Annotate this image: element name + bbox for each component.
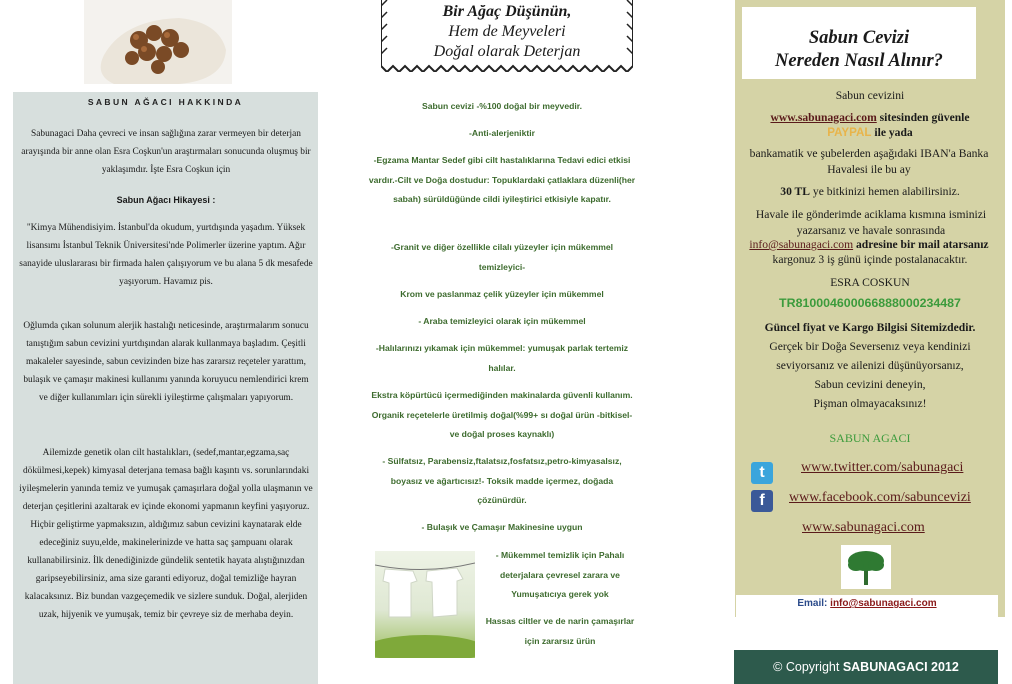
copyright-brand: SABUNAGACI 2012 bbox=[842, 660, 959, 674]
feature-item: - Araba temizleyici olarak için mükemmel bbox=[418, 316, 586, 326]
slogan-line-3: Doğal olarak Deterjan bbox=[433, 43, 581, 60]
story-subheading: Sabun Ağacı Hikayesi : bbox=[116, 195, 216, 205]
email-link[interactable]: info@sabunagaci.com bbox=[830, 598, 937, 609]
closing-line-2: seviyorsanız ve ailenizi düşünüyorsanız, bbox=[776, 359, 964, 372]
feature-item: - Bulaşık ve Çamaşır Makinesine uygun bbox=[421, 522, 583, 532]
about-heading: SABUN AĞACI HAKKINDA bbox=[87, 97, 244, 107]
feature-item: Krom ve paslanmaz çelik yüzeyler için mükemmel bbox=[400, 289, 604, 299]
twitter-link[interactable]: www.twitter.com/sabunagaci bbox=[801, 460, 964, 475]
feature-item: Sabun cevizi -%100 doğal bir meyvedir. bbox=[422, 101, 582, 111]
closing-line-3: Sabun cevizini deneyin, bbox=[814, 378, 926, 391]
contact-person: ESRA COSKUN bbox=[830, 276, 910, 289]
shipping-note: kargonuz 3 iş günü içinde postalanacaktır. bbox=[772, 253, 968, 266]
info-email-link[interactable]: info@sabunagaci.com bbox=[749, 238, 854, 251]
website-link[interactable]: www.sabunagaci.com bbox=[802, 520, 925, 535]
brand-name: SABUN AGACI bbox=[829, 431, 911, 445]
twitter-icon[interactable]: t bbox=[751, 462, 773, 484]
purchase-text-3: PAYPAL ile yada bbox=[827, 126, 913, 139]
slogan-line-1: Bir Ağaç Düşünün, bbox=[442, 3, 572, 20]
purchase-text-2: www.sabunagaci.com sitesinden güvenle bbox=[770, 111, 970, 124]
feature-item: -Granit ve diğer özellikle cilalı yüzeyler için mükemmel temizleyici- bbox=[390, 242, 614, 272]
purchase-title-line-1: Sabun Cevizi bbox=[808, 28, 910, 48]
facebook-icon[interactable]: f bbox=[751, 490, 773, 512]
laundry-image bbox=[375, 551, 475, 658]
feature-item: -Anti-alerjeniktir bbox=[469, 128, 535, 138]
transfer-note: Havale ile gönderimde aciklama kısmına isminizi yazarsanız ve havale sonrasında bbox=[755, 208, 987, 237]
feature-item: Ekstra köpürtücü içermediğinden makinalarda güvenli kullanım. Organik reçetelerle üretilmiş doğal(%99+ sı doğal ürün -bitkisel- ve doğal proses kaynaklı) bbox=[371, 390, 633, 439]
iban-number: TR810004600066888000234487 bbox=[779, 296, 961, 310]
purchase-title-box bbox=[742, 7, 976, 79]
facebook-link[interactable]: www.facebook.com/sabuncevizi bbox=[789, 490, 971, 505]
tree-logo-icon bbox=[841, 545, 891, 589]
story-paragraph-3: Ailemizde genetik olan cilt hastalıkları, (sedef,mantar,egzama,saç dökülmesi,kepek) kimyasal deterjana temasa bağlı kaşıntı vs. sorunlarındaki iyileşmelerin yanında temiz ve yumuşak çamaşırlara doğal yolla ulaşmanın ve deterjan çeşitlerini azaltarak ev içinde ekonomi yapmanın keyfini yaşıyoruz. Hiçbir geliştirme yapmaksızın, aldığımız sabun cevizini kaynatarak elde edeceğiniz suyu,elde, makinelerinizde ve hatta saç şampuanı olarak kullanabilirsiniz. İlk denediğinizde gündelik sentetik hayata alıştığınızdan garipseyebilirsiniz, ama size garanti ediyoruz, doğal temizliğe hayran kalacaksınız. Biz bundan vazgeçemedik ve sizlere sunduk. Doğal, alerjiden uzak, hijyenik ve yumuşak, temiz bir çevreye siz de merhaba deyin. bbox=[19, 448, 313, 620]
slogan-line-2: Hem de Meyveleri bbox=[448, 23, 566, 40]
feature-item: - Mükemmel temizlik için Pahalı deterjalara çevresel zarara ve Yumuşatıcıya gerek yok bbox=[495, 550, 625, 599]
soapnut-bag-image bbox=[84, 0, 232, 84]
purchase-text-4: bankamatik ve şubelerden aşağıdaki IBAN'a Banka Havalesi ile bu ay bbox=[749, 147, 989, 176]
closing-line-1: Gerçek bir Doğa Seversenız veya kendinizi bbox=[769, 340, 971, 353]
story-paragraph-2: Oğlumda çıkan solunum alerjik hastalığı neticesinde, araştırmalarım sonucu tanıştığım sabun cevizini yurtdışından alarak kullanmaya başladım. Çeşitli makaleler sayesinde, sabun cevizinden bize has zararsız reçeteler yarattım, bulaşık ve çamaşır makinesi kullanımı yanında koruyucu nemlendirici krem ve diğer kullanımları için sürekli iyileştirme çalışmaları yapıyorum. bbox=[23, 321, 309, 403]
slogan-banner bbox=[381, 0, 633, 72]
purchase-title-line-2: Nereden Nasıl Alınır? bbox=[775, 51, 943, 71]
closing-line-4: Pişman olmayacaksınız! bbox=[813, 397, 927, 410]
feature-item: -Halılarınızı yıkamak için mükemmel: yumuşak parlak tertemiz halılar. bbox=[375, 343, 629, 373]
feature-item: Hassas ciltler ve de narin çamaşırlar için zararsız ürün bbox=[485, 616, 635, 646]
email-label: Email: bbox=[797, 598, 828, 609]
about-intro: Sabunagaci Daha çevreci ve insan sağlığına zarar vermeyen bir deterjan arayışında bir anne olan Esra Coşkun'un araştırmaları sonucunda oluşmuş bir yaklaşımdır. İşte Esra Coşkun için bbox=[21, 129, 311, 175]
price-line: 30 TL ye bitkinizi hemen alabilirsiniz. bbox=[780, 185, 960, 198]
email-footer bbox=[736, 595, 998, 617]
website-link-inline[interactable]: www.sabunagaci.com bbox=[770, 111, 877, 124]
price-info-note: Güncel fiyat ve Kargo Bilgisi Sitemizdedir. bbox=[764, 321, 976, 334]
about-panel bbox=[13, 92, 318, 684]
feature-item: -Egzama Mantar Sedef gibi cilt hastalıklarına Tedavi edici etkisi vardır.-Cilt ve Doğa dostudur: Topuklardaki çatlaklara düzenli(her sabah) sürüldüğünde cildi iyileştirici etkisiyle kapatır. bbox=[368, 155, 636, 204]
purchase-text-1: Sabun cevizini bbox=[835, 89, 905, 102]
story-paragraph-1: "Kimya Mühendisiyim. İstanbul'da okudum, yurtdışında yaşadım. Yüksek lisansımı İstanbul Teknik Üniversitesi'nde Polimerler üzerine yaptım. Ağır sanayide uluslararası bir firmada halen çalışıyorum ve bu alana 5 dk mesafede yaşıyorum. Havamız pis. bbox=[19, 223, 313, 287]
feature-item: - Sülfatsız, Parabensiz,ftalatsız,fosfatsız,petro-kimyasalsız, boyasız ve ağartıcısız!- Toksik madde içermez, doğada çözünürdür. bbox=[382, 456, 622, 505]
paypal-label: PAYPAL bbox=[827, 126, 872, 139]
transfer-note-email: info@sabunagaci.com adresine bir mail atarsanız bbox=[749, 238, 989, 251]
copyright-footer: © Copyright SABUNAGACI 2012 bbox=[734, 650, 998, 684]
